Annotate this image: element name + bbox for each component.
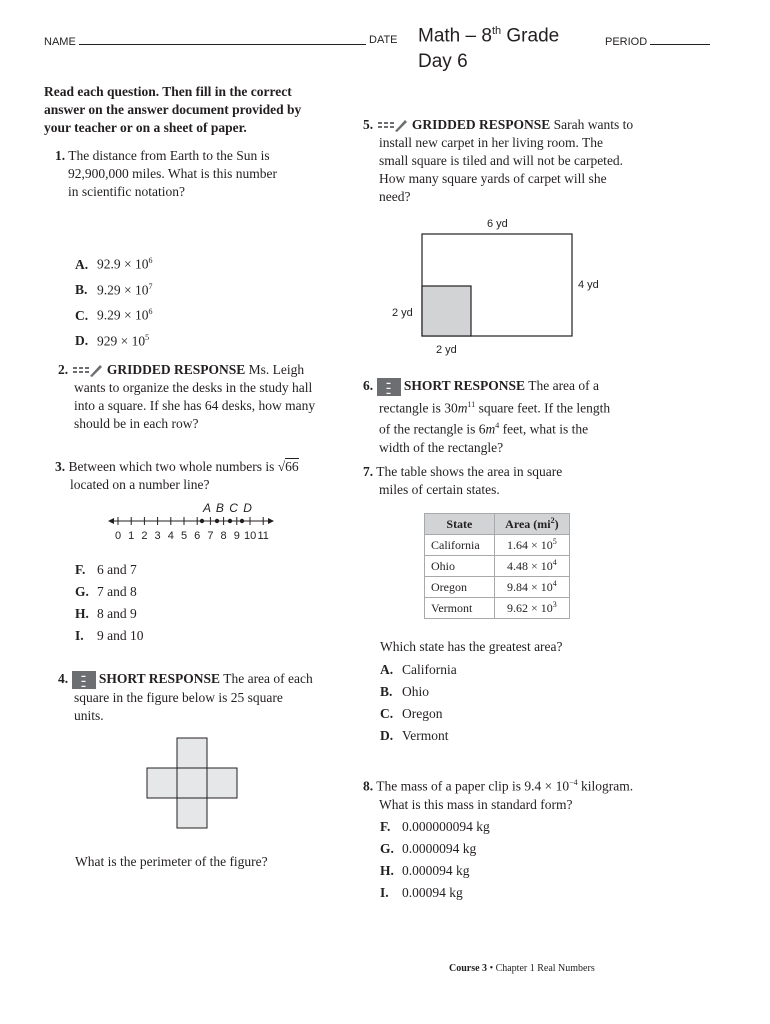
table-row (425, 577, 570, 598)
footer-bullet: • (487, 963, 496, 974)
q5-text-5: need? (379, 189, 411, 204)
q2-text-3: into a square. If she has 64 desks, how many (74, 398, 316, 413)
dim-left: 2 yd (392, 307, 413, 319)
q8-choices (380, 816, 490, 904)
header-area-text: Area (mi (505, 517, 551, 531)
q3-text-2: located on a number line? (70, 477, 210, 492)
title-text-b: Grade (501, 25, 560, 47)
choice-text: 0.00094 kg (402, 885, 463, 900)
period-line (650, 34, 710, 45)
number-line-tick-labels (106, 530, 276, 544)
choice-letter: C. (75, 307, 89, 323)
cell-state: Oregon (425, 577, 495, 598)
cell-state: California (425, 535, 495, 556)
table-row (425, 556, 570, 577)
tick-label: 5 (180, 530, 188, 542)
answer-choice[interactable] (75, 301, 153, 327)
choice-letter: I. (75, 628, 84, 643)
choice-exponent: 6 (148, 256, 153, 265)
date-label: DATE (369, 34, 398, 46)
title-sup: th (491, 25, 502, 37)
q5-label: GRIDDED RESPONSE (411, 117, 551, 132)
q7-question: Which state has the greatest area? (380, 639, 563, 654)
states-table (424, 513, 570, 619)
q7-number: 7. (363, 464, 374, 479)
q8-number: 8. (363, 778, 374, 794)
room-figure (420, 232, 576, 338)
name-field[interactable] (44, 34, 366, 48)
choice-text: 8 and 9 (97, 606, 137, 621)
choice-text: 0.000094 kg (402, 863, 470, 878)
answer-choice[interactable] (380, 681, 457, 703)
q4-text-2: square in the figure below is 25 square (74, 689, 283, 705)
q1-text-3: in scientific notation? (68, 184, 185, 199)
choice-letter: H. (380, 863, 394, 878)
answer-choice[interactable] (75, 559, 144, 581)
left-arrow-icon (108, 518, 114, 524)
choice-text: 9.29 × 10 (97, 282, 149, 297)
answer-choice[interactable] (75, 603, 144, 625)
choice-text: 0.0000094 kg (402, 841, 477, 856)
square-top (177, 738, 207, 768)
q5-text-4: How many square yards of carpet will she (379, 171, 607, 186)
cell-area-base: 1.64 × 10 (507, 538, 553, 552)
q1-text-2: 92,900,000 miles. What is this number (68, 166, 277, 181)
choice-text: 9.29 × 10 (97, 307, 149, 323)
q6-label: SHORT RESPONSE (403, 378, 526, 393)
choice-exponent: 7 (148, 281, 153, 291)
q8-exp: −4 (569, 778, 578, 787)
choice-exponent: 6 (148, 307, 153, 316)
q2-text-2: wants to organize the desks in the study hall (74, 380, 313, 395)
question-1 (55, 147, 335, 201)
dim-top: 6 yd (487, 218, 508, 230)
tick-label: 7 (207, 530, 214, 542)
dim-bottom: 2 yd (436, 344, 457, 356)
period-label: PERIOD (605, 36, 648, 48)
q2-label: GRIDDED RESPONSE (106, 362, 246, 377)
tick-label: 10 (244, 530, 257, 542)
page-subtitle: Day 6 (418, 51, 468, 73)
choice-text: 9 and 10 (97, 628, 144, 643)
cell-area-base: 4.48 × 10 (507, 559, 553, 573)
q6-text-2b: square feet. If the length (475, 400, 611, 416)
q8-text: The mass of a paper clip is 9.4 × 10 (376, 778, 570, 794)
question-5 (363, 116, 663, 206)
footer-chapter: Chapter 1 Real Numbers (495, 963, 595, 974)
cell-area-base: 9.84 × 10 (507, 580, 553, 594)
q2-text-4: should be in each row? (74, 416, 199, 431)
header-area (494, 514, 569, 535)
square-left (147, 768, 177, 798)
short-response-icon: ▬ ▬ ▬ (377, 378, 401, 396)
q2-text: Ms. Leigh (245, 362, 305, 377)
choice-letter: A. (75, 256, 89, 272)
choice-text: 929 × 10 (97, 333, 146, 348)
gridded-response-icon (72, 364, 104, 378)
point-a (200, 519, 204, 523)
period-field[interactable] (605, 34, 710, 48)
instructions: Read each question. Then fill in the correct answer on the answer document provided by your teacher or on a sheet of paper. (44, 84, 302, 135)
q1-text: The distance from Earth to the Sun is (68, 148, 270, 163)
title-text: Math – 8 (418, 25, 492, 47)
tick-label: 1 (128, 530, 135, 542)
q6-exp-2: 4 (495, 421, 500, 431)
choice-letter: H. (75, 606, 89, 621)
q5-text: Sarah wants to (550, 117, 634, 132)
question-4 (58, 670, 348, 725)
q3-choices (75, 559, 144, 647)
gridded-response-icon (377, 119, 409, 133)
question-3 (55, 458, 345, 494)
question-6 (363, 377, 663, 457)
cross-figure (145, 737, 239, 831)
answer-choice[interactable] (380, 816, 490, 838)
cell-area-exp: 3 (552, 600, 557, 609)
q4-label: SHORT RESPONSE (98, 671, 221, 686)
header-state: State (425, 514, 495, 535)
answer-choice[interactable] (380, 838, 490, 860)
number-line-points-label: A B C D (203, 501, 253, 515)
cell-state: Vermont (425, 598, 495, 619)
choice-text: California (402, 662, 457, 677)
choice-letter: I. (380, 885, 389, 900)
q4-question: What is the perimeter of the figure? (75, 854, 268, 869)
header-area-close: ) (554, 517, 559, 531)
square-bottom (177, 798, 207, 828)
short-response-icon: ▬ ▬ ▬ (72, 671, 96, 689)
right-arrow-icon (268, 518, 274, 524)
answer-choice[interactable] (75, 276, 153, 302)
choice-letter: D. (380, 728, 394, 743)
q5-text-2: install new carpet in her living room. The (379, 135, 603, 150)
q6-var-2: m (485, 421, 496, 437)
choice-letter: G. (380, 841, 394, 856)
footer (449, 963, 595, 974)
q7-choices (380, 659, 457, 747)
answer-choice[interactable] (380, 882, 490, 904)
cell-area-base: 9.62 × 10 (507, 601, 553, 615)
choice-letter: F. (380, 819, 391, 834)
q8-text-b: kilogram. (577, 778, 634, 794)
q6-text: The area of a (525, 378, 600, 393)
question-7 (363, 463, 663, 499)
answer-choice[interactable] (380, 725, 457, 747)
footer-course: Course 3 (449, 963, 488, 974)
q6-text-3b: feet, what is the (499, 421, 589, 437)
tick-label: 0 (114, 530, 122, 542)
q1-choices (75, 250, 153, 352)
point-b (215, 519, 219, 523)
q8-text-2: What is this mass in standard form? (379, 796, 573, 812)
table-header-row (425, 514, 570, 535)
cell-state: Ohio (425, 556, 495, 577)
answer-choice[interactable] (380, 703, 457, 725)
cell-area (494, 598, 569, 619)
choice-text: Oregon (402, 706, 443, 721)
point-c (228, 519, 232, 523)
choice-text: Ohio (402, 684, 429, 699)
page-title (418, 18, 559, 75)
tiled-square (422, 286, 471, 336)
q6-number: 6. (363, 378, 374, 393)
tick-label: 2 (141, 530, 148, 542)
tick-label: 8 (220, 530, 227, 542)
tick-label: 6 (194, 530, 201, 542)
q4-number: 4. (58, 671, 69, 686)
q2-number: 2. (58, 362, 69, 377)
q4-text: The area of each (220, 671, 313, 686)
choice-letter: C. (380, 706, 394, 721)
dim-right: 4 yd (578, 279, 599, 291)
q1-number: 1. (55, 148, 66, 163)
cell-area (494, 556, 569, 577)
q6-var-1: m (457, 400, 468, 416)
q7-text-2: miles of certain states. (379, 482, 500, 497)
tick-label: 3 (154, 530, 161, 542)
answer-choice[interactable] (75, 250, 153, 276)
q4-text-3: units. (74, 707, 104, 723)
answer-choice[interactable] (75, 625, 144, 647)
answer-choice[interactable] (75, 327, 153, 353)
choice-text: 6 and 7 (97, 562, 137, 577)
answer-choice[interactable] (380, 659, 457, 681)
point-d (240, 519, 244, 523)
tick-label: 11 (257, 530, 269, 542)
q7-text: The table shows the area in square (376, 464, 563, 479)
cell-area-exp: 5 (552, 537, 557, 546)
choice-letter: B. (75, 282, 88, 297)
header-area-sup: 2 (550, 516, 555, 525)
cell-area (494, 535, 569, 556)
cell-area-exp: 4 (552, 558, 557, 567)
table-row (425, 598, 570, 619)
choice-letter: D. (75, 333, 89, 348)
q6-text-4: width of the rectangle? (379, 439, 504, 455)
q5-number: 5. (363, 117, 374, 132)
q3-radicand: 66 (285, 459, 299, 474)
answer-choice[interactable] (75, 581, 144, 603)
square-center (177, 768, 207, 798)
question-2 (58, 361, 348, 433)
table-row (425, 535, 570, 556)
cell-area (494, 577, 569, 598)
choice-text: 0.000000094 kg (402, 819, 490, 834)
q6-exp-1: 11 (467, 399, 476, 409)
choice-letter: F. (75, 562, 86, 577)
tick-label: 9 (233, 530, 240, 542)
q3-text: Between which two whole numbers is (68, 459, 278, 474)
choice-letter: G. (75, 584, 89, 599)
sqrt-symbol: √ (277, 459, 286, 474)
q3-number: 3. (55, 459, 66, 474)
choice-letter: B. (380, 684, 393, 699)
tick-label: 4 (167, 530, 174, 542)
q6-text-2a: rectangle is 30 (379, 400, 458, 416)
cell-area-exp: 4 (552, 579, 557, 588)
q5-text-3: small square is tiled and will not be carpeted. (379, 153, 624, 168)
question-8 (363, 774, 663, 814)
choice-letter: A. (380, 662, 394, 677)
choice-exponent: 5 (145, 332, 150, 342)
q6-text-3a: of the rectangle is 6 (379, 421, 486, 437)
name-line (79, 34, 366, 45)
answer-choice[interactable] (380, 860, 490, 882)
choice-text: Vermont (402, 728, 449, 743)
name-label: NAME (44, 36, 76, 48)
square-right (207, 768, 237, 798)
choice-text: 7 and 8 (97, 584, 137, 599)
choice-text: 92.9 × 10 (97, 256, 149, 272)
